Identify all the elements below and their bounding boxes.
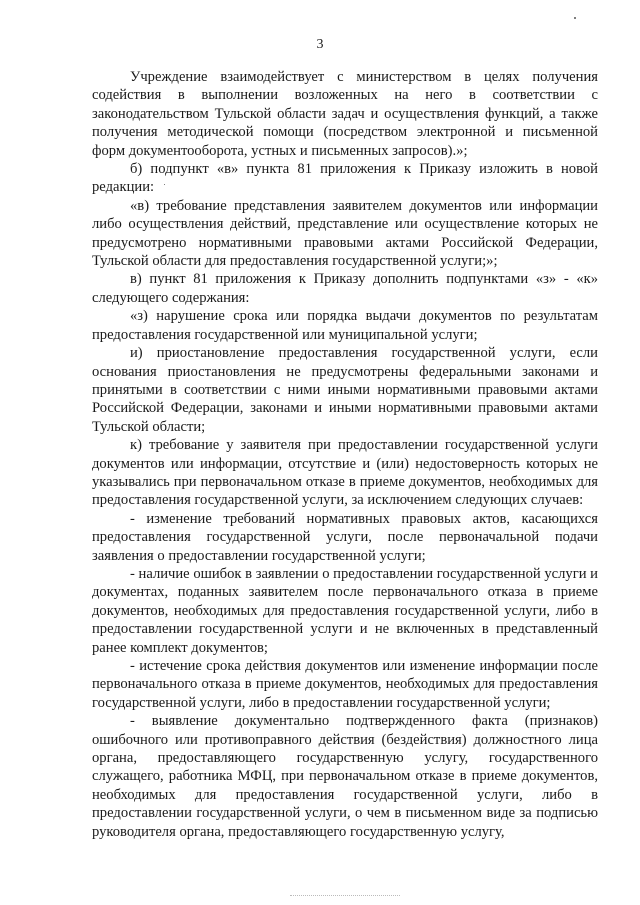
paragraph-item-i: и) приостановление предоставления государственной услуги, если основания приостановления не предусмотрены федеральными законами и принятыми в соответствии с ними иными нормативными правовыми актами Российской Федерации, законами и иными нормативными правовыми актами Тульской области;	[92, 345, 598, 435]
paragraph-subpoint-v-amend: в) пункт 81 приложения к Приказу дополнить подпунктами «з» - «к» следующего содержания:	[92, 271, 598, 306]
paragraph-subpoint-v-text: «в) требование представления заявителем документов или информации либо осуществления действий, представление или осуществление которых не предусмотрено нормативными правовыми актами Российской Федерации, Тульской области для предоставления государственной услуги;»;	[92, 197, 598, 270]
footer-scan-mark	[290, 895, 400, 899]
list-item-requirements-change: - изменение требований нормативных правовых актов, касающихся предоставления государственной услуги, после первоначальной подачи заявления о предоставлении государственной услуги;	[92, 510, 598, 564]
list-item-application-errors: - наличие ошибок в заявлении о предоставлении государственной услуги и документах, поданных заявителем после первоначального отказа в приеме документов, необходимых для предоставления государственной услуги, либо в предоставлении государственной услуги и не включенных в представленный ранее комплект документов;	[92, 565, 598, 656]
list-item-document-expiry: - истечение срока действия документов или изменение информации после первоначального отказа в приеме документов, необходимых для предоставления государственной услуги, либо в предоставлении государственной услуги;	[92, 658, 598, 711]
paragraph-institution-interaction: Учреждение взаимодействует с министерством в целях получения содействия в выполнении возложенных на него в соответствии с законодательством Тульской области задач и осуществления функций, а также получения методической помощи (посредством электронной и письменной форм документооборота, устных и письменных запросов).»;	[92, 69, 598, 159]
list-item-erroneous-action: - выявление документально подтвержденного факта (признаков) ошибочного или противоправного действия (бездействия) должностного лица органа, предоставляющего государственную услугу, государственного служащего, работника МФЦ, при первоначальном отказе в приеме документов, необходимых для предоставления государственной услуги, либо в предоставлении государственной услуги, о чем в письменном виде за подписью руководителя органа, предоставляющего государственную услугу,	[92, 713, 598, 840]
scan-speck	[164, 184, 165, 185]
document-body	[92, 68, 598, 841]
paragraph-item-k: к) требование у заявителя при предоставлении государственной услуги документов или информации, отсутствие и (или) недостоверность которых не указывались при первоначальном отказе в приеме документов, необходимых для предоставления государственной услуги, за исключением следующих случаев:	[92, 437, 598, 509]
page-number: 3	[316, 37, 324, 52]
scan-speck	[574, 17, 576, 19]
paragraph-item-z: «з) нарушение срока или порядка выдачи документов по результатам предоставления государственной или муниципальной услуги;	[92, 308, 598, 343]
paragraph-subpoint-b: б) подпункт «в» пункта 81 приложения к Приказу изложить в новой редакции:	[92, 161, 598, 196]
